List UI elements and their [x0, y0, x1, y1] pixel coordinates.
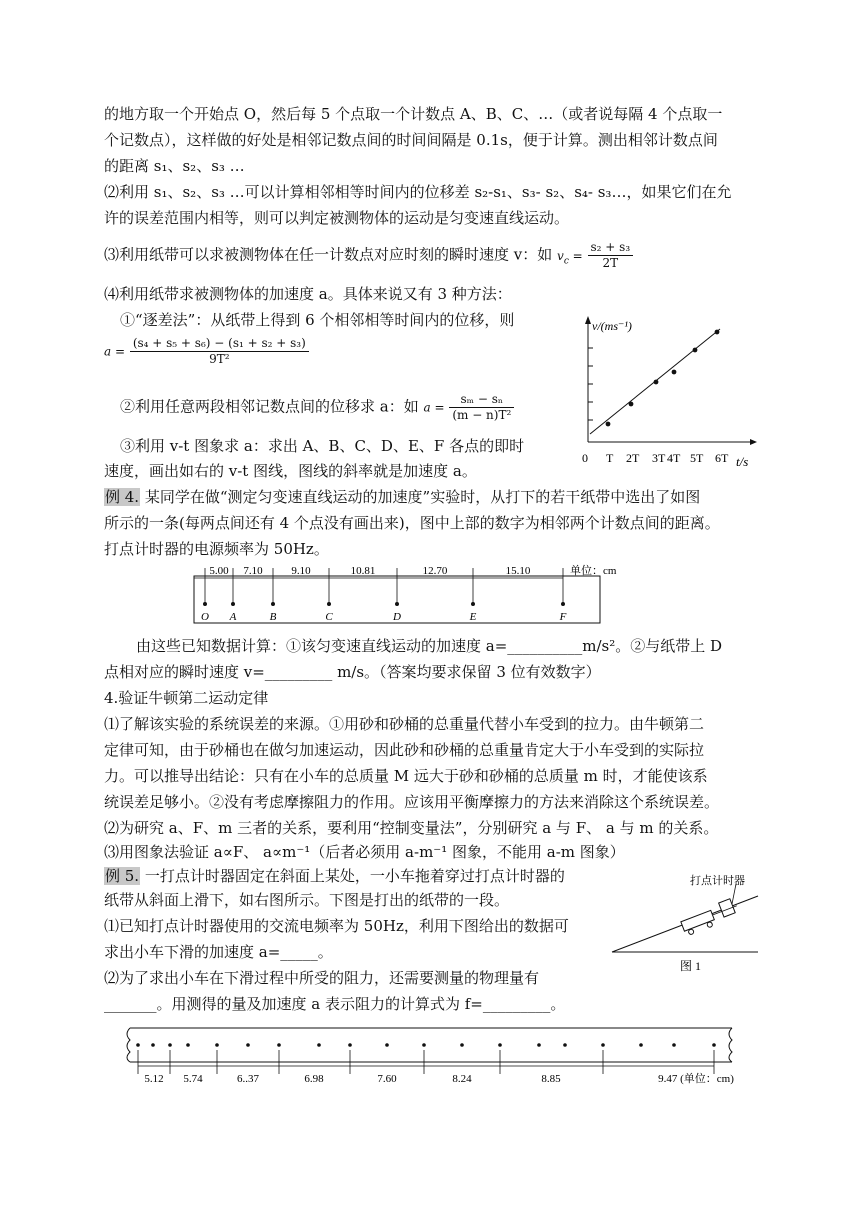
distance-label: 6.98 — [304, 1073, 324, 1085]
ticker-tape-1 — [190, 562, 630, 630]
x-axis-label: t/s — [736, 454, 749, 469]
y-axis-label: v/(ms⁻¹) — [592, 319, 632, 333]
velocity-formula-line — [104, 240, 633, 271]
text-line: 由这些已知数据计算：①该匀变速直线运动的加速度 a=__________m/s²。②与纸带上 D — [136, 637, 723, 655]
formula-lhs: a = — [423, 400, 445, 415]
distance-label: 5.12 — [144, 1073, 164, 1085]
text-line: 所示的一条(每两点间还有 4 个点没有画出来)，图中上部的数字为相邻两个计数点间的距离。 — [104, 514, 720, 532]
text-line: ⑷利用纸带求被测物体的加速度 a。具体来说又有 3 种方法： — [104, 285, 512, 303]
fraction-numerator: (s₄ + s₅ + s₆) − (s₁ + s₂ + s₃) — [130, 336, 309, 352]
text-line: 的距离 s₁、s₂、s₃ … — [104, 157, 245, 175]
text-line: ⑵利用 s₁、s₂、s₃ …可以计算相邻相等时间内的位移差 s₂-s₁、s₃- s₂、s₄- s₃…，如果它们在允 — [104, 183, 732, 201]
svg-text:2T: 2T — [626, 451, 640, 465]
distance-label: 5.74 — [183, 1073, 203, 1085]
point-e — [693, 348, 698, 353]
text-line: 个记数点），这样做的好处是相邻记数点间的时间间隔是 0.1s，便于计算。测出相邻计数点间 — [104, 131, 718, 149]
tape1-point-labels — [201, 611, 567, 623]
y-axis-arrow-icon — [585, 316, 591, 324]
text-line: ⑴了解该实验的系统误差的来源。①用砂和砂桶的总重量代替小车受到的拉力。由牛顿第二 — [104, 715, 705, 733]
distance-label: 9.10 — [291, 565, 311, 577]
tape-torn-left — [127, 1028, 130, 1062]
text-line: 纸带从斜面上滑下，如右图所示。下图是打出的纸带的一段。 — [104, 891, 510, 909]
fraction-numerator: s₂ + s₃ — [588, 240, 634, 256]
point-a — [606, 422, 611, 427]
formula-lhs: $v_c$ = — [557, 248, 583, 266]
y-ticks — [588, 348, 593, 420]
label-leader — [732, 884, 736, 904]
difference-fraction — [130, 336, 309, 367]
point-f — [715, 330, 720, 335]
distance-label: 6..37 — [237, 1073, 259, 1085]
distance-label: 8.24 — [452, 1073, 472, 1085]
point-b — [629, 402, 634, 407]
point-label: O — [201, 611, 209, 623]
timer-label: 打点计时器 — [690, 875, 745, 887]
point-label: A — [229, 611, 237, 623]
vt-graph — [572, 312, 762, 472]
x-axis-arrow-icon — [750, 439, 757, 445]
formula-intro: ⑶利用纸带可以求被测物体在任一计数点对应时刻的瞬时速度 v：如 — [104, 245, 553, 264]
distance-label: 15.10 — [505, 565, 531, 577]
example-5-tag: 例 5. — [105, 867, 140, 885]
tape2-dots — [136, 1043, 716, 1047]
text-line: ③利用 v-t 图象求 a：求出 A、B、C、D、E、F 各点的即时 — [120, 437, 525, 455]
two-segment-formula-line — [120, 392, 514, 423]
point-d — [672, 370, 677, 375]
tape2-distances — [144, 1072, 734, 1085]
distance-label: 9.47 (单位：cm) — [658, 1073, 734, 1085]
section-heading: 4.验证牛顿第二运动定律 — [104, 689, 269, 707]
svg-text:6T: 6T — [715, 451, 729, 465]
svg-text:4T: 4T — [667, 451, 681, 465]
fraction-denominator: 9T² — [209, 352, 230, 366]
text-line: ⑵为研究 a、F、m 三者的关系，要利用“控制变量法”，分别研究 a 与 F、 a 与 m 的关系。 — [104, 819, 719, 837]
x-tick-labels — [582, 451, 729, 465]
fraction-numerator: sₘ − sₙ — [449, 392, 514, 408]
formula-lhs: a = — [104, 344, 126, 359]
svg-text:5T: 5T — [690, 451, 704, 465]
text-line: ⑶用图象法验证 a∝F、 a∝m⁻¹（后者必须用 a-m⁻¹ 图象，不能用 a-m 图象） — [104, 843, 625, 861]
distance-label: 8.85 — [541, 1073, 561, 1085]
text-line: 点相对应的瞬时速度 v=_________ m/s。（答案均要求保留 3 位有效数字） — [104, 663, 601, 681]
text-line: 的地方取一个开始点 O，然后每 5 个点取一个计数点 A、B、C、…（或者说每隔 4 个点取一 — [104, 105, 723, 123]
cart — [681, 910, 714, 931]
point-label: B — [269, 611, 277, 623]
difference-formula — [104, 336, 309, 367]
two-segment-fraction — [449, 392, 514, 423]
example-4-tag: 例 4. — [105, 488, 140, 506]
svg-text:T: T — [606, 451, 614, 465]
velocity-fraction — [588, 240, 634, 271]
point-label: E — [469, 611, 477, 623]
point-label: D — [393, 611, 401, 623]
text-line: 统误差足够小。②没有考虑摩擦阻力的作用。应该用平衡摩擦力的方法来消除这个系统误差。 — [104, 793, 720, 811]
timer-and-cart — [679, 897, 740, 936]
svg-text:0: 0 — [582, 451, 588, 465]
point-label: C — [325, 611, 333, 623]
data-points — [606, 330, 720, 427]
tape1-unit: 单位：cm — [570, 565, 617, 577]
example-4-line: 例 4. 某同学在做“测定匀变速直线运动的加速度”实验时，从打下的若干纸带中选出了如图 — [105, 488, 701, 506]
tape1-distances — [209, 565, 531, 577]
distance-label: 5.00 — [209, 565, 229, 577]
fraction-denominator: (m − n)T² — [452, 408, 512, 422]
figure-caption: 图 1 — [680, 959, 702, 973]
point-label: F — [559, 611, 567, 623]
text-line: 求出小车下滑的加速度 a=_____。 — [104, 943, 333, 961]
distance-label: 12.70 — [422, 565, 448, 577]
text-line: ⑵为了求出小车在下滑过程中所受的阻力，还需要测量的物理量有 — [104, 969, 540, 987]
distance-label: 10.81 — [350, 565, 376, 577]
point-c — [654, 380, 659, 385]
formula-intro: ②利用任意两段相邻记数点间的位移求 a：如 — [120, 397, 419, 416]
incline-figure — [608, 870, 768, 980]
tape1-dots — [203, 602, 565, 606]
text-line: 速度，画出如右的 v-t 图线，图线的斜率就是加速度 a。 — [104, 462, 477, 480]
distance-label: 7.10 — [243, 565, 263, 577]
ticker-tape-2 — [118, 1022, 750, 1090]
fraction-denominator: 2T — [602, 256, 619, 270]
text-line: 许的误差范围内相等，则可以判定被测物体的运动是匀变速直线运动。 — [104, 209, 570, 227]
text-line: 定律可知，由于砂桶也在做匀加速运动，因此砂和砂桶的总重量肯定大于小车受到的实际拉 — [104, 741, 705, 759]
text-line: _______。用测得的量及加速度 a 表示阻力的计算式为 f=_________。 — [104, 995, 566, 1013]
text-line: ①“逐差法”：从纸带上得到 6 个相邻相等时间内的位移，则 — [120, 311, 515, 329]
text-line: 力。可以推导出结论：只有在小车的总质量 M 远大于砂和砂桶的总质量 m 时，才能使该系 — [104, 767, 708, 785]
text-line: 打点计时器的电源频率为 50Hz。 — [104, 540, 329, 558]
distance-label: 7.60 — [377, 1073, 397, 1085]
svg-text:3T: 3T — [652, 451, 666, 465]
text-line: ⑴已知打点计时器使用的交流电频率为 50Hz，利用下图给出的数据可 — [104, 917, 569, 935]
example-5-line: 例 5. 一打点计时器固定在斜面上某处，一小车拖着穿过打点计时器的 — [105, 867, 565, 885]
tape-torn-right — [729, 1028, 732, 1062]
